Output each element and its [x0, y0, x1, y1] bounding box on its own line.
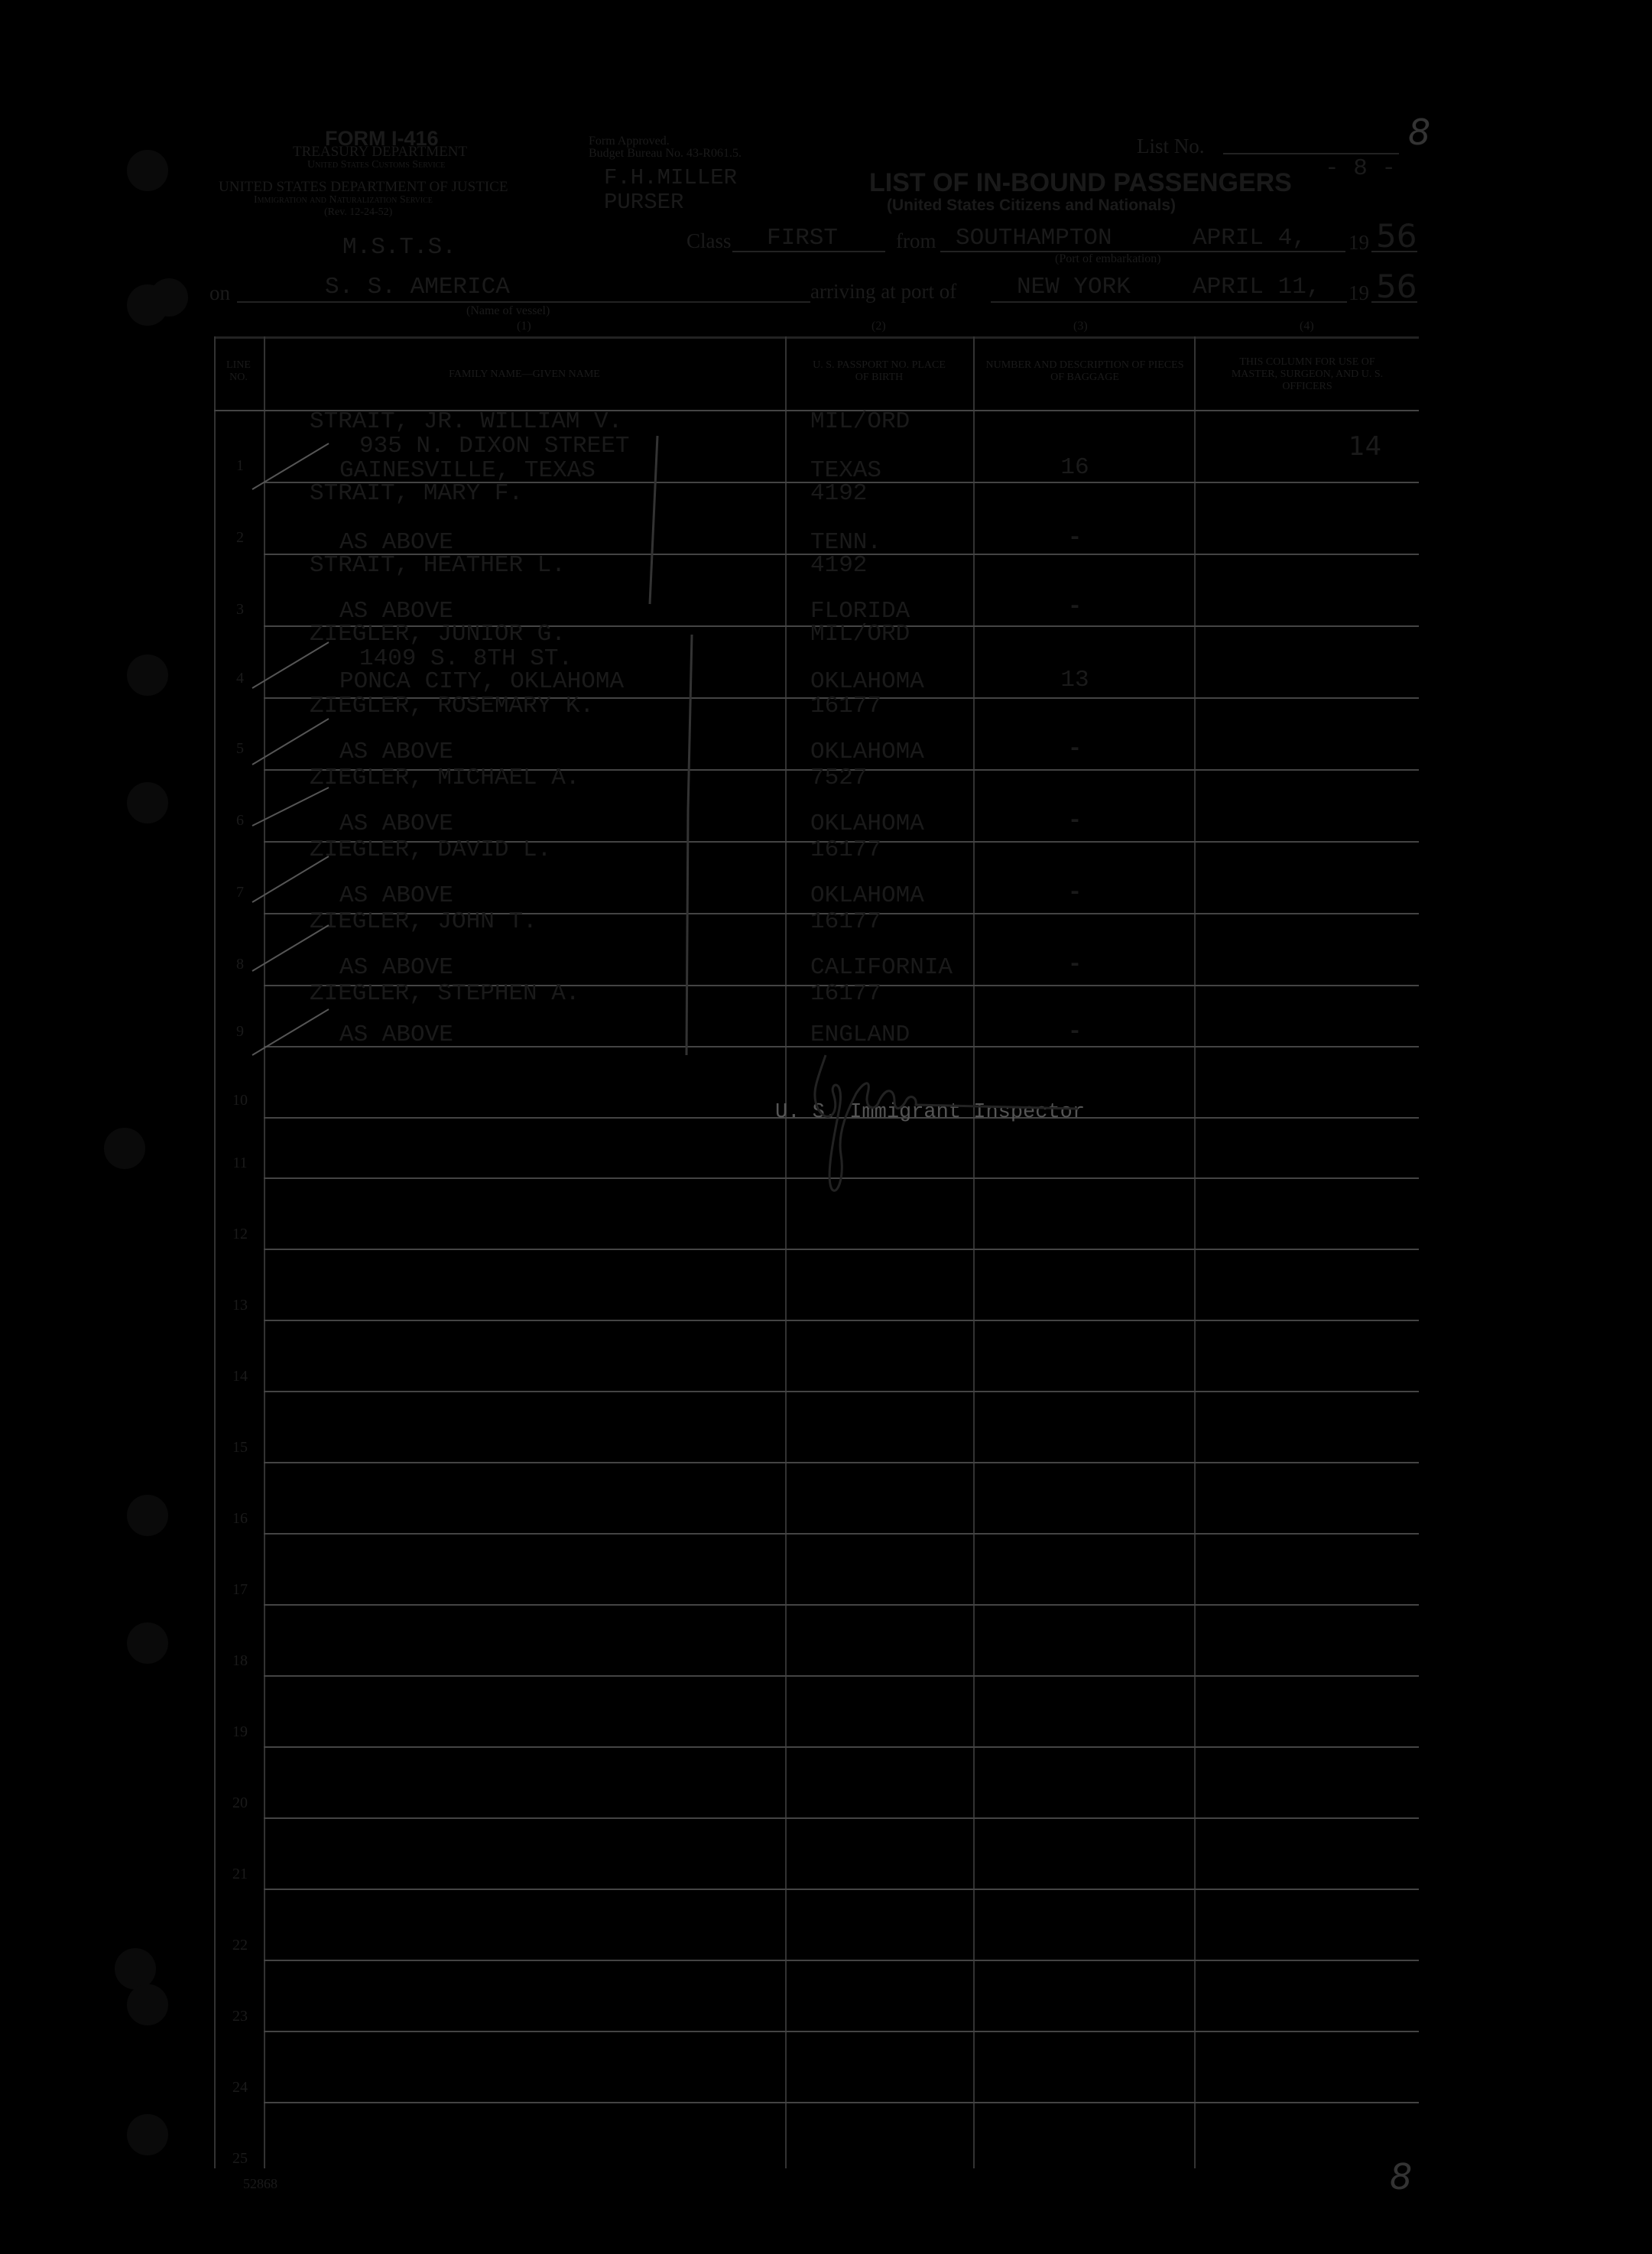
- baggage-count: -: [1067, 879, 1082, 906]
- header-family-name: FAMILY NAME—GIVEN NAME: [449, 369, 600, 380]
- row-separator: [264, 1462, 1419, 1463]
- footer-code: 52868: [243, 2176, 277, 2191]
- line-number: 16: [232, 1510, 248, 1527]
- passport-number: 16177: [810, 836, 882, 863]
- punch-hole: [127, 1495, 168, 1536]
- row-separator: [264, 1960, 1419, 1961]
- corner-mark: 8: [1408, 112, 1431, 153]
- row-separator: [264, 1817, 1419, 1819]
- passport-number: MIL/ORD: [810, 621, 910, 648]
- passenger-name: STRAIT, JR. WILLIAM V.: [310, 408, 623, 435]
- vessel-caption: (Name of vessel): [466, 304, 550, 317]
- depart-date: APRIL 4,: [1193, 225, 1306, 252]
- passenger-address: PONCA CITY, OKLAHOMA: [339, 668, 625, 695]
- line-number: 8: [236, 956, 244, 973]
- org-label: M.S.T.S.: [342, 234, 456, 261]
- baggage-count: -: [1067, 951, 1082, 978]
- line-number: 1: [236, 457, 244, 474]
- place-of-birth: OKLAHOMA: [810, 668, 924, 695]
- passenger-name: ZIEGLER, DAVID L.: [310, 836, 552, 863]
- passenger-address: AS ABOVE: [339, 598, 453, 625]
- name-column-divider: [785, 336, 787, 2168]
- embark-caption: (Port of embarkation): [1055, 252, 1161, 265]
- from-value: SOUTHAMPTON: [956, 225, 1112, 252]
- passenger-address: GAINESVILLE, TEXAS: [339, 457, 596, 484]
- row-separator: [264, 1320, 1419, 1321]
- punch-hole: [150, 278, 188, 317]
- passport-number: 7527: [810, 765, 868, 791]
- arrival-date: APRIL 11,: [1193, 274, 1321, 300]
- form-number: FORM I-416: [325, 127, 439, 150]
- place-of-birth: TENN.: [810, 529, 882, 556]
- inspector-stamp: U. S. Immigrant Inspector: [775, 1101, 1086, 1124]
- arrival-port: NEW YORK: [1017, 274, 1131, 300]
- baggage-count: -: [1067, 807, 1082, 834]
- baggage-count: 13: [1060, 667, 1089, 693]
- punch-hole: [104, 1128, 145, 1169]
- form-approved: Form Approved.: [589, 135, 670, 148]
- depart-year: 56: [1376, 217, 1417, 255]
- punch-hole: [127, 2114, 168, 2155]
- passport-number: 4192: [810, 552, 868, 579]
- passenger-address: 1409 S. 8TH ST.: [359, 645, 573, 672]
- arriving-label: arriving at port of: [810, 280, 957, 303]
- punch-hole: [127, 1984, 168, 2025]
- line-number: 25: [232, 2150, 248, 2167]
- column-index-4: (4): [1300, 320, 1314, 333]
- place-of-birth: OKLAHOMA: [810, 739, 924, 765]
- passport-number: 4192: [810, 480, 868, 507]
- line-number: 13: [232, 1297, 248, 1314]
- row-separator: [264, 1533, 1419, 1535]
- header-passport: U. S. PASSPORT NO. PLACE OF BIRTH: [813, 359, 946, 383]
- list-label: List No.: [1137, 135, 1205, 158]
- passport-number: 16177: [810, 693, 882, 719]
- line-number: 6: [236, 812, 244, 829]
- line-number: 9: [236, 1023, 244, 1040]
- place-of-birth: ENGLAND: [810, 1021, 910, 1048]
- line-number: 12: [232, 1226, 248, 1242]
- line-number: 22: [232, 1937, 248, 1954]
- line-number: 5: [236, 740, 244, 757]
- class-value: FIRST: [767, 225, 839, 252]
- passenger-address: AS ABOVE: [339, 529, 453, 556]
- table-top-border: [214, 336, 1419, 339]
- customs-service: United States Customs Service: [307, 159, 446, 171]
- line-number: 23: [232, 2008, 248, 2025]
- passport-number: 16177: [810, 980, 882, 1007]
- vessel-underline: [237, 301, 810, 303]
- passport-column-divider: [973, 336, 975, 2168]
- class-label: Class: [686, 229, 732, 252]
- line-number: 15: [232, 1439, 248, 1456]
- baggage-count: 16: [1060, 454, 1089, 481]
- place-of-birth: OKLAHOMA: [810, 810, 924, 837]
- row-separator: [264, 2031, 1419, 2032]
- baggage-count: -: [1067, 525, 1082, 551]
- hand-bracket-marks: [245, 428, 703, 1070]
- line-number: 21: [232, 1866, 248, 1882]
- column-index-2: (2): [871, 320, 886, 333]
- passport-number: 16177: [810, 908, 882, 935]
- doj-label: UNITED STATES DEPARTMENT OF JUSTICE: [219, 179, 508, 195]
- line-number: 17: [232, 1581, 248, 1598]
- purser-title-stamp: PURSER: [604, 190, 684, 215]
- footer-mark: 8: [1390, 2156, 1413, 2197]
- line-number: 4: [236, 670, 244, 687]
- budget-bureau: Budget Bureau No. 43-R061.5.: [589, 147, 742, 160]
- passenger-address: AS ABOVE: [339, 954, 453, 981]
- punch-hole: [127, 654, 168, 696]
- baggage-count: -: [1067, 1018, 1082, 1045]
- list-number: - 8 -: [1325, 155, 1397, 182]
- vessel-name: S. S. AMERICA: [325, 274, 510, 300]
- punch-hole: [127, 782, 168, 823]
- passenger-name: STRAIT, HEATHER L.: [310, 552, 566, 579]
- from-label: from: [896, 229, 936, 252]
- line-number: 10: [232, 1092, 248, 1109]
- place-of-birth: TEXAS: [810, 457, 882, 484]
- passenger-name: ZIEGLER, STEPHEN A.: [310, 980, 580, 1007]
- form-subtitle: (United States Citizens and Nationals): [887, 196, 1177, 214]
- passenger-address: AS ABOVE: [339, 810, 453, 837]
- passenger-address: AS ABOVE: [339, 882, 453, 909]
- passenger-address: 935 N. DIXON STREET: [359, 433, 630, 460]
- punch-hole: [127, 1622, 168, 1664]
- header-officers: THIS COLUMN FOR USE OF MASTER, SURGEON, AND U. S. OFFICERS: [1231, 356, 1384, 392]
- arrival-year-prefix: 19: [1349, 281, 1369, 304]
- place-of-birth: OKLAHOMA: [810, 882, 924, 909]
- line-number: 19: [232, 1723, 248, 1740]
- passenger-name: ZIEGLER, ROSEMARY K.: [310, 693, 595, 719]
- row-separator: [264, 1746, 1419, 1748]
- line-number: 14: [232, 1368, 248, 1385]
- passenger-name: STRAIT, MARY F.: [310, 480, 524, 507]
- line-number: 11: [232, 1155, 248, 1171]
- baggage-count: -: [1067, 593, 1082, 620]
- column-index-1: (1): [517, 320, 531, 333]
- line-number: 20: [232, 1794, 248, 1811]
- punch-hole: [127, 150, 168, 191]
- row-separator: [264, 2102, 1419, 2103]
- place-of-birth: CALIFORNIA: [810, 954, 953, 981]
- treasury-dept: TREASURY DEPARTMENT: [293, 144, 468, 160]
- passenger-address: AS ABOVE: [339, 1021, 453, 1048]
- header-baggage: NUMBER AND DESCRIPTION OF PIECES OF BAGGAGE: [985, 359, 1184, 383]
- table-left-border: [214, 336, 216, 2168]
- form-title: LIST OF IN-BOUND PASSENGERS: [869, 168, 1292, 197]
- passenger-name: ZIEGLER, JOHN T.: [310, 908, 537, 935]
- header-line-number: LINE NO.: [226, 359, 251, 383]
- line-number: 24: [232, 2079, 248, 2096]
- passenger-name: ZIEGLER, JUNIOR G.: [310, 621, 566, 648]
- passport-number: MIL/ORD: [810, 408, 910, 435]
- passenger-name: ZIEGLER, MICHAEL A.: [310, 765, 580, 791]
- row-separator: [264, 1604, 1419, 1606]
- line-number: 2: [236, 529, 244, 546]
- punch-hole: [115, 1948, 156, 1989]
- inspector-signature: [772, 1047, 1093, 1200]
- baggage-column-divider: [1194, 336, 1196, 2168]
- row-separator: [264, 1675, 1419, 1677]
- line-number: 3: [236, 601, 244, 618]
- purser-name-stamp: F.H.MILLER: [604, 165, 738, 190]
- list-underline: [1223, 153, 1399, 154]
- on-label: on: [209, 281, 230, 304]
- baggage-count: -: [1067, 736, 1082, 762]
- officer-note: 14: [1349, 431, 1382, 462]
- arrival-underline: [991, 301, 1347, 303]
- line-number: 7: [236, 884, 244, 901]
- line-number: 18: [232, 1652, 248, 1669]
- row-separator: [264, 1391, 1419, 1392]
- depart-year-prefix: 19: [1349, 231, 1369, 254]
- row-separator: [264, 1249, 1419, 1250]
- rev-date: (Rev. 12-24-52): [324, 206, 393, 218]
- place-of-birth: FLORIDA: [810, 598, 910, 625]
- arrival-year: 56: [1376, 268, 1417, 305]
- row-separator: [264, 1889, 1419, 1890]
- passenger-address: AS ABOVE: [339, 739, 453, 765]
- column-index-3: (3): [1073, 320, 1088, 333]
- ins-label: Immigration and Naturalization Service: [254, 194, 433, 206]
